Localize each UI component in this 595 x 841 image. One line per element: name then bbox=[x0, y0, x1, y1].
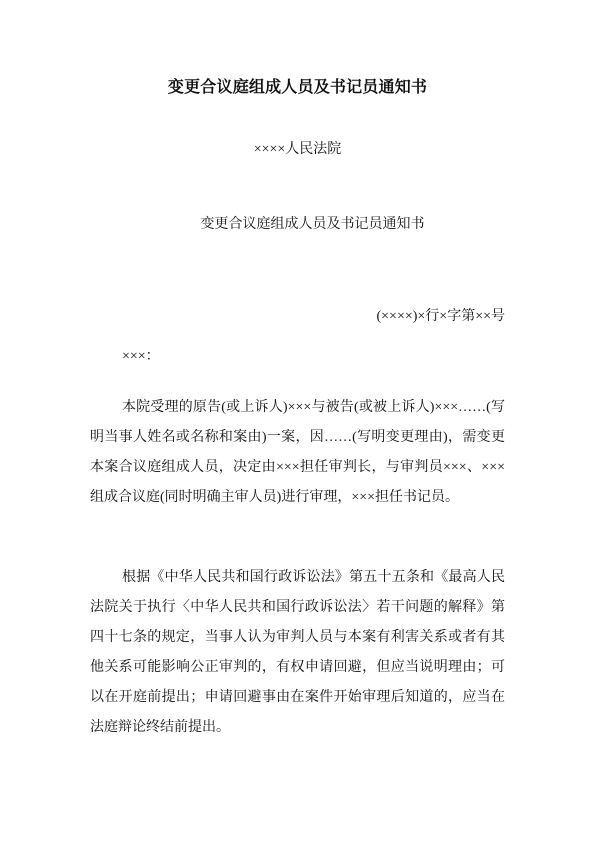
court-name: ××××人民法院 bbox=[253, 142, 342, 157]
addressee: ×××： bbox=[122, 349, 160, 364]
case-number: (××××)×行×字第××号 bbox=[376, 309, 505, 324]
body-paragraph-notice: 本院受理的原告(或上诉人)×××与被告(或被上诉人)×××……(写明当事人姓名或名称和案由)一案，因……(写明变更理由)，需变更本案合议庭组成人员，决定由×××担任审判长，与审判员×××、×××组成合议庭(同时明确主审人员)进行审理，×××担任书记员。 bbox=[90, 400, 505, 505]
document-title: 变更合议庭组成人员及书记员通知书 bbox=[167, 79, 428, 96]
document-subtitle: 变更合议庭组成人员及书记员通知书 bbox=[200, 217, 425, 232]
body-paragraph-recusal-rights: 根据《中华人民共和国行政诉讼法》第五十五条和《最高人民法院关于执行〈中华人民共和国行政诉讼法〉若干问题的解释》第四十七条的规定，当事人认为审判人员与本案有利害关系或者有其他关系可能影响公正审判的，有权申请回避，但应当说明理由；可以在开庭前提出；申请回避事由在案件开始审理后知道的，应当在法庭辩论终结前提出。 bbox=[90, 570, 505, 735]
